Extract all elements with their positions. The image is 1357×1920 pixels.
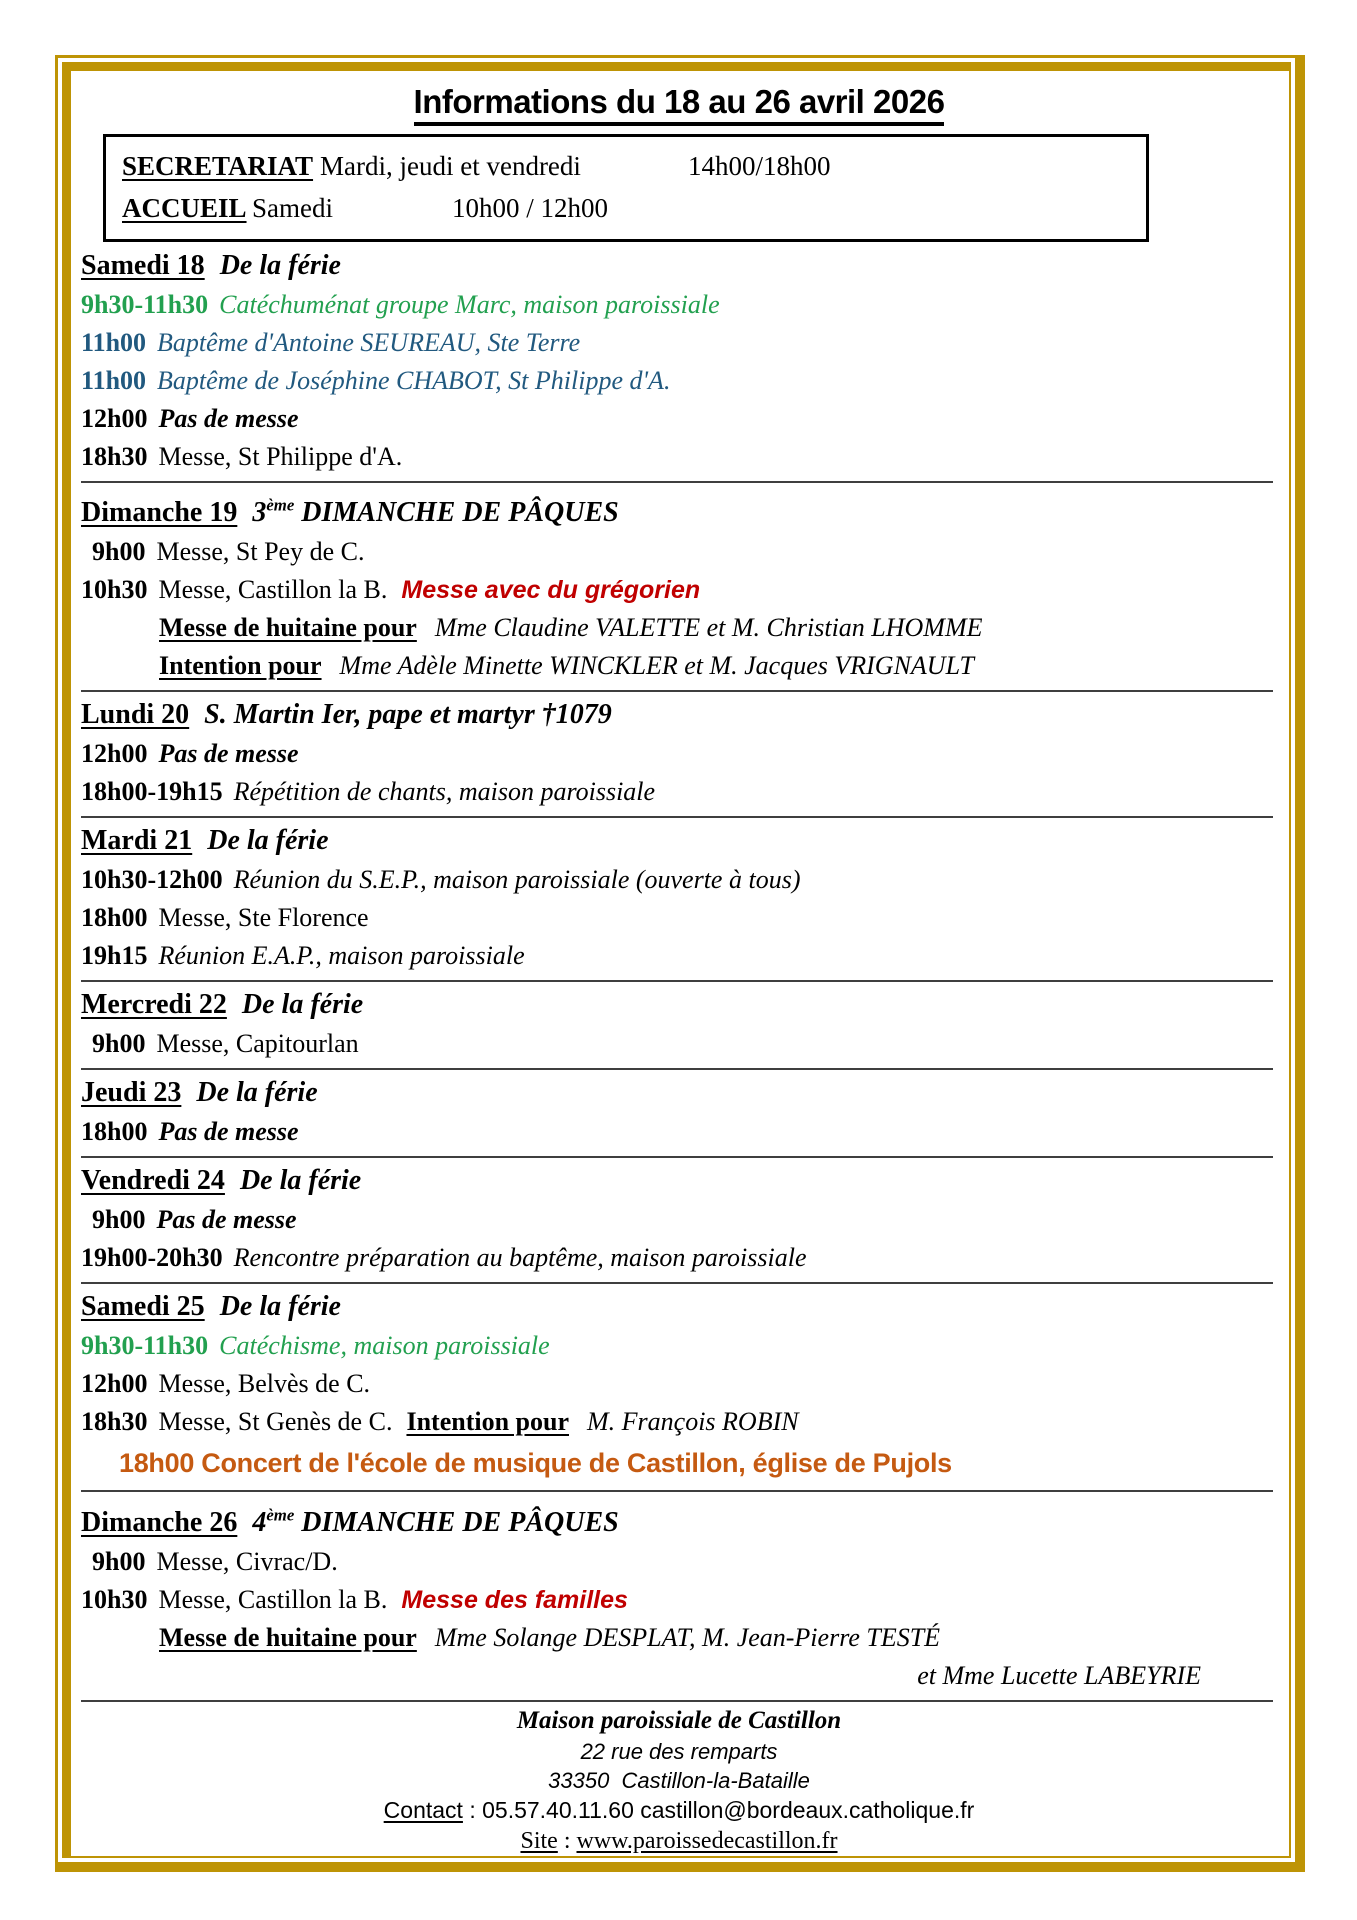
event-line — [81, 362, 1277, 400]
footer — [81, 1704, 1277, 1857]
day-name: Lundi 20 — [81, 699, 190, 731]
event-text: Messe, Capitourlan — [156, 1029, 359, 1059]
intention-line — [81, 647, 1277, 685]
intention-label: Messe de huitaine pour — [159, 1622, 417, 1652]
event-text: Rencontre préparation au baptême, maison paroissiale — [233, 1243, 807, 1273]
event-time: 11h00 — [81, 366, 147, 395]
day-name: Mardi 21 — [81, 825, 193, 857]
event-text: Réunion E.A.P., maison paroissiale — [158, 941, 525, 971]
event-time: 10h30 — [81, 575, 148, 605]
event-time: 12h00 — [81, 404, 148, 433]
day-name: Samedi 25 — [81, 1291, 205, 1323]
event-time: 9h00 — [92, 1029, 146, 1059]
event-note-red: Messe avec du grégorien — [401, 576, 701, 605]
event-text: Messe, Civrac/D. — [156, 1546, 338, 1576]
event-text: Messe, Castillon la B. — [158, 575, 388, 605]
day-section — [81, 695, 1277, 811]
hours-row-times: 14h00/18h00 — [688, 151, 831, 181]
event-line — [81, 286, 1277, 324]
concert-banner: 18h00 Concert de l'école de musique de Castillon, église de Pujols — [119, 1448, 952, 1479]
contact-label: Contact — [383, 1796, 463, 1823]
day-separator — [81, 980, 1273, 982]
footer-contact-line — [81, 1795, 1277, 1826]
day-feast: 4ème DIMANCHE DE PÂQUES — [252, 1505, 619, 1538]
event-line — [81, 861, 1277, 899]
contact-separator: : — [462, 1796, 483, 1823]
event-line-continuation — [81, 1657, 1277, 1695]
event-time: 19h00-20h30 — [81, 1243, 223, 1273]
event-time: 9h00 — [92, 1546, 146, 1576]
event-text: Répétition de chants, maison paroissiale — [233, 777, 656, 807]
event-text: Messe, St Philippe d'A. — [158, 442, 403, 471]
day-heading — [81, 1495, 1277, 1542]
day-heading — [81, 1073, 1277, 1113]
contact-value: 05.57.40.11.60 castillon@bordeaux.catholique.fr — [482, 1796, 975, 1823]
intention-line — [81, 1619, 1277, 1657]
day-feast-ordinal: ème — [266, 1505, 295, 1525]
day-separator — [81, 1282, 1273, 1284]
hours-row — [106, 187, 1146, 229]
page-frame-outer — [55, 55, 1305, 1872]
page-title — [81, 83, 1277, 126]
event-line — [81, 533, 1277, 571]
day-feast: De la férie — [219, 1291, 341, 1323]
event-line — [81, 1201, 1277, 1239]
day-section — [81, 1287, 1277, 1485]
site-url-link[interactable]: www.paroissedecastillon.fr — [576, 1827, 838, 1854]
day-heading — [81, 821, 1277, 861]
event-text: et Mme Lucette LABEYRIE — [917, 1660, 1201, 1690]
event-line — [81, 1327, 1277, 1365]
day-feast: De la férie — [196, 1077, 318, 1109]
day-name: Jeudi 23 — [81, 1077, 182, 1109]
day-separator — [81, 1490, 1273, 1492]
event-line — [81, 773, 1277, 811]
event-line — [81, 571, 1277, 609]
event-time: 12h00 — [81, 739, 148, 769]
event-text: Mme Claudine VALETTE et M. Christian LHOMME — [434, 613, 983, 643]
day-heading — [81, 246, 1277, 286]
event-text: Messe, Ste Florence — [158, 903, 369, 933]
bulletin-content — [71, 71, 1289, 1856]
day-separator — [81, 816, 1273, 818]
event-text: Mme Solange DESPLAT, M. Jean-Pierre TESTÉ — [434, 1622, 941, 1652]
day-heading — [81, 486, 1277, 533]
day-separator — [81, 690, 1273, 692]
footer-parish-name: Maison paroissiale de Castillon — [516, 1706, 842, 1734]
event-text: M. François ROBIN — [587, 1407, 799, 1437]
event-line — [81, 735, 1277, 773]
day-name: Dimanche 26 — [81, 1506, 238, 1538]
event-line — [81, 1365, 1277, 1403]
day-feast: De la férie — [219, 250, 341, 281]
event-text: Messe, St Pey de C. — [156, 537, 365, 567]
day-name: Samedi 18 — [81, 250, 205, 281]
day-section — [81, 1073, 1277, 1151]
day-separator — [81, 1068, 1273, 1070]
site-label: Site — [520, 1827, 558, 1854]
event-time: 12h00 — [81, 1369, 148, 1399]
footer-street: 22 rue des remparts — [580, 1738, 778, 1764]
event-text: Pas de messe — [156, 1205, 297, 1235]
event-line — [81, 1239, 1277, 1277]
day-name: Mercredi 22 — [81, 989, 227, 1021]
event-time: 10h30 — [81, 1584, 148, 1614]
intention-label: Intention pour — [159, 651, 322, 681]
site-separator: : — [557, 1827, 577, 1854]
day-feast: De la férie — [241, 989, 364, 1021]
event-text: Baptême de Joséphine CHABOT, St Philippe d'A. — [157, 366, 671, 395]
day-separator — [81, 481, 1273, 483]
event-text: Mme Adèle Minette WINCKLER et M. Jacques VRIGNAULT — [339, 651, 974, 681]
hours-row-times: 10h00 / 12h00 — [452, 193, 609, 223]
opening-hours-box — [103, 134, 1149, 242]
page-title-text: Informations du 18 au 26 avril 2026 — [414, 83, 945, 126]
event-note-red: Messe des familles — [401, 1585, 628, 1614]
event-text: Catéchuménat groupe Marc, maison paroissiale — [219, 290, 720, 319]
event-line — [81, 937, 1277, 975]
event-time: 11h00 — [81, 328, 147, 357]
footer-site-line — [81, 1826, 1277, 1857]
day-section — [81, 486, 1277, 685]
event-line — [81, 1581, 1277, 1619]
event-text: Messe, Castillon la B. — [158, 1584, 388, 1614]
event-line — [81, 1025, 1277, 1063]
event-time: 18h00 — [81, 1117, 148, 1147]
event-line — [81, 1543, 1277, 1581]
footer-city: 33350 Castillon-la-Bataille — [548, 1767, 810, 1793]
day-name: Vendredi 24 — [81, 1165, 225, 1197]
event-line — [81, 899, 1277, 937]
intention-label: Intention pour — [406, 1407, 569, 1437]
day-name: Dimanche 19 — [81, 497, 238, 529]
event-text: Pas de messe — [158, 404, 299, 433]
day-heading — [81, 1287, 1277, 1327]
day-heading — [81, 1161, 1277, 1201]
event-line — [81, 400, 1277, 438]
event-time: 9h00 — [92, 537, 146, 567]
event-time: 18h30 — [81, 442, 148, 471]
event-time: 9h30-11h30 — [81, 290, 209, 319]
event-text: Messe, St Genès de C. — [158, 1407, 393, 1437]
event-text: Réunion du S.E.P., maison paroissiale (ouverte à tous) — [233, 865, 801, 895]
event-text: Pas de messe — [158, 1117, 299, 1147]
day-section — [81, 821, 1277, 975]
day-feast: 3ème DIMANCHE DE PÂQUES — [252, 496, 619, 529]
day-section — [81, 1161, 1277, 1277]
day-separator — [81, 1700, 1273, 1702]
day-feast-ordinal: ème — [266, 496, 295, 515]
page-frame-inner — [62, 62, 1291, 1858]
event-line — [81, 1113, 1277, 1151]
day-feast: De la férie — [239, 1165, 362, 1197]
day-feast: De la férie — [207, 825, 329, 857]
day-section — [81, 985, 1277, 1063]
event-line — [81, 324, 1277, 362]
hours-row-label: ACCUEIL — [122, 193, 247, 223]
event-time: 18h00 — [81, 903, 148, 933]
event-time: 18h30 — [81, 1407, 148, 1437]
event-time: 18h00-19h15 — [81, 777, 223, 807]
day-schedule-list — [81, 246, 1277, 1702]
event-text: Pas de messe — [158, 739, 299, 769]
event-time: 9h30-11h30 — [81, 1331, 209, 1361]
day-section — [81, 246, 1277, 476]
event-text: Baptême d'Antoine SEUREAU, Ste Terre — [157, 328, 581, 357]
hours-row-days: Mardi, jeudi et vendredi — [320, 151, 581, 181]
hours-row — [106, 145, 1146, 187]
event-line — [81, 1403, 1277, 1441]
event-time: 10h30-12h00 — [81, 865, 223, 895]
event-time: 9h00 — [92, 1205, 146, 1235]
intention-line — [81, 609, 1277, 647]
event-line — [81, 438, 1277, 476]
day-heading — [81, 985, 1277, 1025]
event-text: Messe, Belvès de C. — [158, 1369, 371, 1399]
day-section — [81, 1495, 1277, 1694]
day-feast: S. Martin Ier, pape et martyr †1079 — [204, 699, 612, 731]
day-heading — [81, 695, 1277, 735]
day-separator — [81, 1156, 1273, 1158]
event-time: 19h15 — [81, 941, 148, 971]
hours-row-days: Samedi — [252, 193, 333, 223]
hours-row-label: SECRETARIAT — [122, 151, 314, 181]
event-text: Catéchisme, maison paroissiale — [219, 1331, 550, 1361]
intention-label: Messe de huitaine pour — [159, 613, 417, 643]
